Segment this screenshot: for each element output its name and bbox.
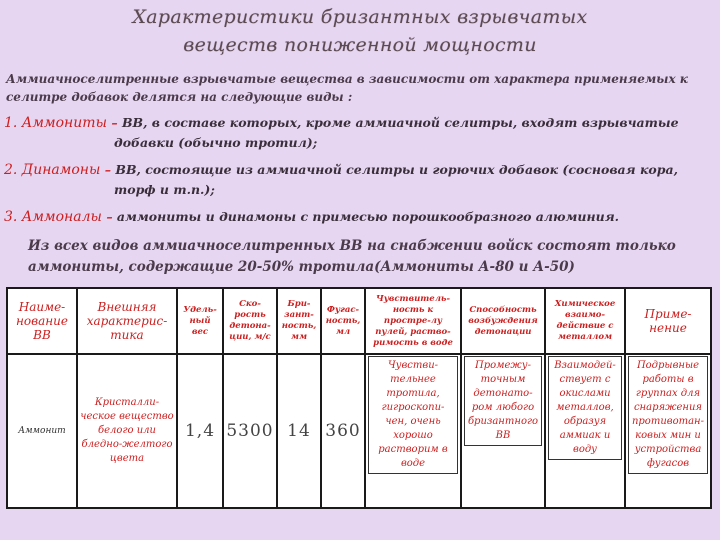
header-cell: Чувствитель-ность к простре-лу пулей, раство-римость в воде [365, 288, 461, 354]
kind-dash: – [104, 162, 112, 177]
cell-initiation-text: Промежу-точным детонато-ром любого бризантного ВВ [464, 356, 542, 446]
kind-ammonites [4, 113, 716, 153]
cell-velocity: 5300 [223, 354, 277, 508]
cell-chemistry-text: Взаимодей-ствует с окислами металлов, образуя аммиак и воду [548, 356, 622, 460]
header-cell: Бри-зант-ность, мм [277, 288, 321, 354]
summary-text: Из всех видов аммиачноселитренных ВВ на снабжении войск состоят только аммониты, содержащие 20-50% тротила(Аммониты А-80 и А-50) [28, 238, 676, 275]
cell-initiation [461, 354, 545, 508]
cell-fugacity: 360 [321, 354, 365, 508]
cell-chemistry [545, 354, 625, 508]
header-cell: Химическое взаимо-действие с металлом [545, 288, 625, 354]
header-cell: Фугас-ность, мл [321, 288, 365, 354]
header-cell: Ско-рость детона-ции, м/с [223, 288, 277, 354]
slide-title-line1: Характеристики бризантных взрывчатых [132, 6, 588, 28]
kind-dash: – [111, 115, 118, 130]
kind-desc: ВВ, в составе которых, кроме аммиачной селитры, входят взрывчатые [121, 115, 679, 130]
kind-desc: ВВ, состоящие из аммиачной селитры и горючих добавок (сосновая кора, [115, 162, 678, 177]
table-header-row [7, 288, 711, 354]
header-cell: Внешняя характерис-тика [77, 288, 177, 354]
kind-dash: – [106, 209, 113, 224]
intro-text: Аммиачноселитренные взрывчатые вещества в зависимости от характера применяемых к селитре добавок делятся на следующие виды : [6, 72, 688, 104]
kind-name: 2. Динамоны [4, 162, 101, 178]
header-cell: Удель-ный вес [177, 288, 223, 354]
header-cell: Способность возбуждения детонации [461, 288, 545, 354]
characteristics-table [6, 287, 712, 509]
kind-desc-cont: добавки (обычно тротил); [114, 135, 318, 150]
cell-application [625, 354, 711, 508]
cell-name: Аммонит [7, 354, 77, 508]
cell-sensitivity-text: Чувстви-тельнее тротила, гигроскопи-чен, очень хорошо растворим в воде [368, 356, 458, 474]
header-cell: Приме-нение [625, 288, 711, 354]
cell-application-text: Подрывные работы в группах для снаряжения противотан-ковых мин и устройства фугасов [628, 356, 708, 474]
kind-dynamons [4, 160, 716, 200]
kind-desc: аммониты и динамоны с примесью порошкообразного алюминия. [116, 209, 620, 224]
cell-appearance: Кристалли-ческое вещество белого или бледно-желтого цвета [77, 354, 177, 508]
kind-name: 3. Аммоналы [4, 209, 102, 225]
cell-sensitivity [365, 354, 461, 508]
cell-density: 1,4 [177, 354, 223, 508]
table-row [7, 354, 711, 508]
cell-brisance: 14 [277, 354, 321, 508]
kind-name: 1. Аммониты [4, 115, 107, 131]
kind-desc-cont: торф и т.п.); [114, 182, 215, 197]
kind-ammonals [4, 207, 716, 227]
slide-title-line2: веществ пониженной мощности [183, 34, 537, 56]
header-cell: Наиме-нование ВВ [7, 288, 77, 354]
